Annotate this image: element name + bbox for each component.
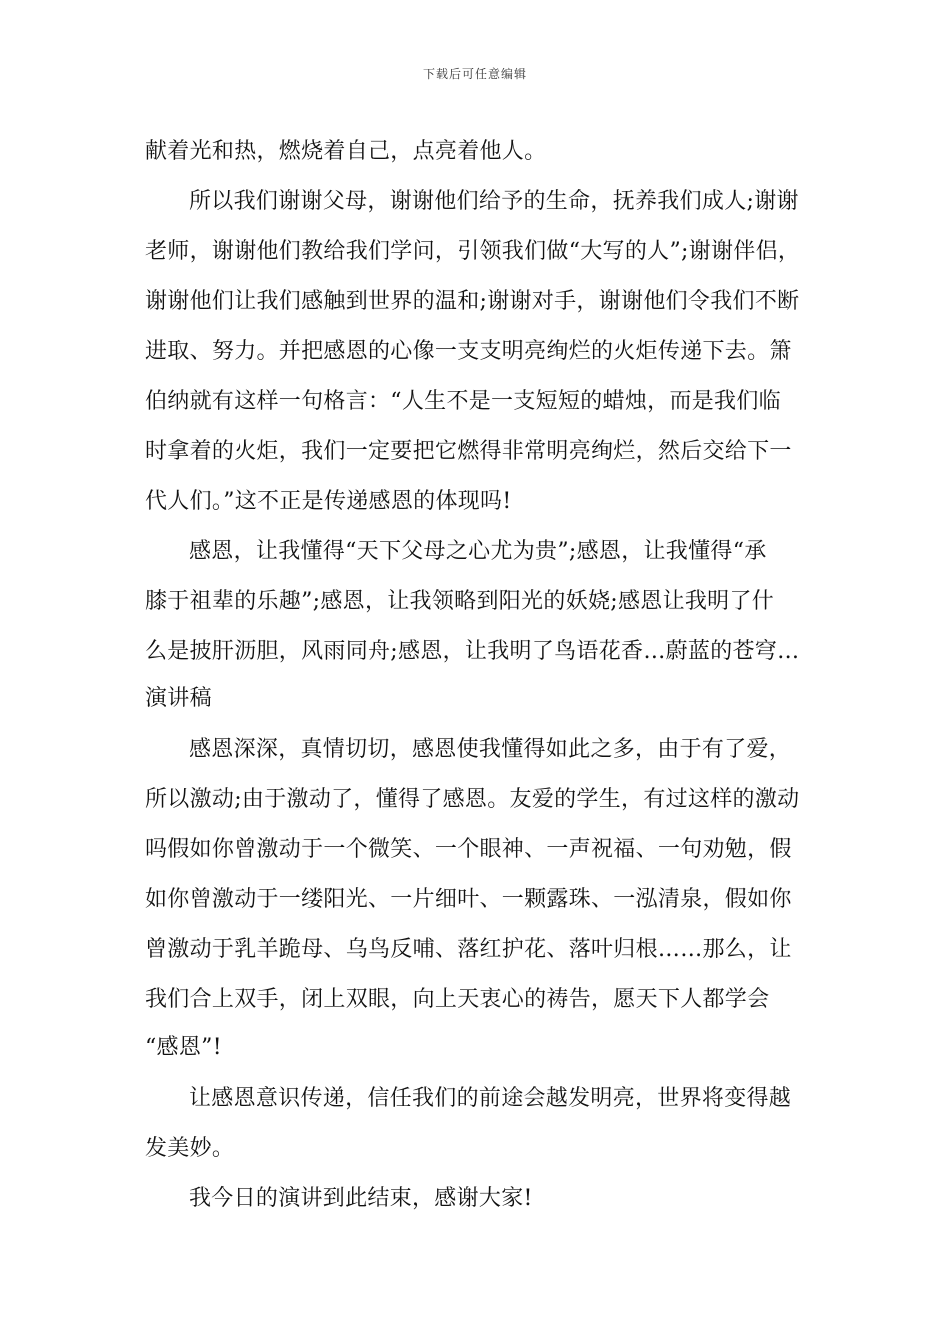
text-line: 谢谢他们让我们感触到世界的温和;谢谢对手，谢谢他们令我们不断 xyxy=(145,289,800,314)
text-line: 伯纳就有这样一句格言：“人生不是一支短短的蜡烛，而是我们临 xyxy=(145,389,781,414)
text-line: 老师，谢谢他们教给我们学问，引领我们做“大写的人”;谢谢伴侣， xyxy=(145,239,801,264)
paragraph-first-line: 感恩，让我懂得“天下父母之心尤为贵”;感恩，让我懂得“承 xyxy=(189,539,767,564)
page-header-note: 下载后可任意编辑 xyxy=(422,67,527,81)
text-line: 我们合上双手，闭上双眼，向上天衷心的祷告，愿天下人都学会 xyxy=(145,987,770,1012)
text-line: “感恩”! xyxy=(145,1035,222,1060)
text-line: 时拿着的火炬，我们一定要把它燃得非常明亮绚烂，然后交给下一 xyxy=(145,439,792,464)
text-line: 所以激动;由于激动了，懂得了感恩。友爱的学生，有过这样的激动 xyxy=(145,787,800,812)
text-line: 曾激动于乳羊跪母、乌鸟反哺、落红护花、落叶归根……那么，让 xyxy=(145,937,792,962)
text-line: 演讲稿 xyxy=(145,686,212,711)
paragraph-first-line: 让感恩意识传递，信任我们的前途会越发明亮，世界将变得越 xyxy=(189,1086,792,1111)
text-line: 代人们。”这不正是传递感恩的体现吗! xyxy=(145,489,512,514)
text-line: 发美妙。 xyxy=(145,1136,235,1161)
text-line: 献着光和热，燃烧着自己，点亮着他人。 xyxy=(145,139,547,164)
text-line: 如你曾激动于一缕阳光、一片细叶、一颗露珠、一泓清泉，假如你 xyxy=(145,887,792,912)
paragraph-first-line: 感恩深深，真情切切，感恩使我懂得如此之多，由于有了爱， xyxy=(189,737,792,762)
paragraph-first-line: 所以我们谢谢父母，谢谢他们给予的生命，抚养我们成人;谢谢 xyxy=(189,189,799,214)
paragraph-first-line: 我今日的演讲到此结束，感谢大家! xyxy=(189,1186,533,1211)
text-line: 吗假如你曾激动于一个微笑、一个眼神、一声祝福、一句劝勉，假 xyxy=(145,837,792,862)
text-line: 进取、努力。并把感恩的心像一支支明亮绚烂的火炬传递下去。箫 xyxy=(145,339,792,364)
text-line: 膝于祖辈的乐趣”;感恩，让我领略到阳光的妖娆;感恩让我明了什 xyxy=(145,589,775,614)
text-line: 么是披肝沥胆，风雨同舟;感恩，让我明了鸟语花香…蔚蓝的苍穹… xyxy=(145,639,800,664)
